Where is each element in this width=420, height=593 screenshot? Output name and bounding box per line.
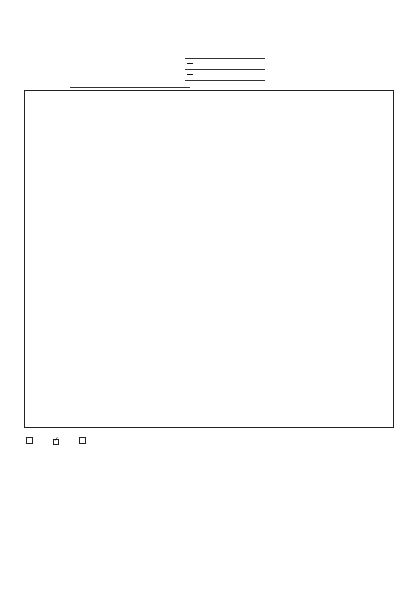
option-tax-due[interactable] xyxy=(185,48,265,59)
correction-input-line[interactable] xyxy=(70,87,190,88)
option-fine[interactable] xyxy=(185,70,265,81)
correction-form-box xyxy=(24,90,394,428)
attach-checkbox-1[interactable] xyxy=(26,437,33,444)
attach-checkbox-3[interactable] xyxy=(79,437,86,444)
option-tax-refund[interactable] xyxy=(185,59,265,70)
attach-checkbox-2[interactable] xyxy=(53,439,60,446)
amount-type-options xyxy=(185,48,265,78)
attachments-row xyxy=(26,437,87,446)
